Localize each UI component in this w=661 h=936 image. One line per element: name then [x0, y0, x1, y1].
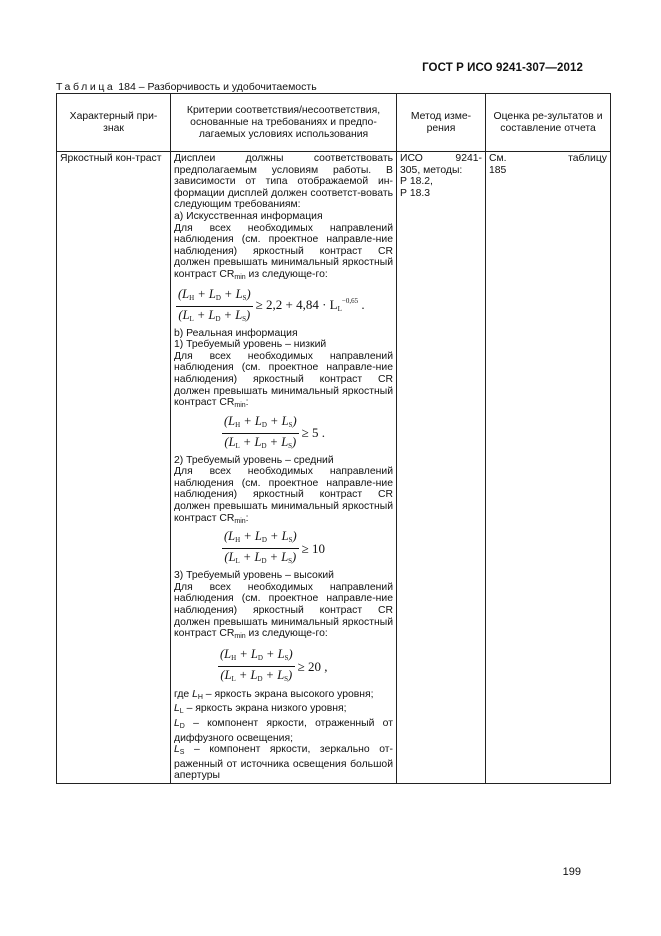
- section-b3-title: 3) Требуемый уровень – высокий: [174, 570, 334, 582]
- section-a-text: Для всех необходимых направлений наблюдения (см. проектное направле-ние наблюдения) яркостный контраст CR должен превышать минимальный яркостный контраст CRmin из следующе-го:: [174, 222, 393, 281]
- section-b1-text: Для всех необходимых направлений наблюдения (см. проектное направле-ние наблюдения) яркостный контраст CR должен превышать минимальный яркостный контраст CRmin:: [174, 350, 393, 410]
- header-method: Метод изме-рения: [397, 94, 486, 152]
- where-ld: LD – компонент яркости, отраженный от диффузного освещения;: [174, 718, 393, 744]
- where-ll: LL – яркость экрана низкого уровня;: [174, 703, 347, 716]
- table-header-row: [57, 94, 611, 152]
- cell-method: ИСО 9241- 305, методы: Р 18.2, Р 18.3: [397, 152, 486, 784]
- cell-feature: Яркостный кон-траст: [57, 152, 171, 784]
- formula-b2: $\frac{(L_H + L_D + L_S)}{(L_L + L_D + L_S)}$ ≥ 10: [224, 529, 325, 566]
- page-number: 199: [562, 866, 581, 878]
- header-result: Оценка ре-зультатов и составление отчета: [486, 94, 611, 152]
- header-criteria: Критерии соответствия/несоответствия, основанные на требованиях и предпо-лагаемых условиях использования: [171, 94, 397, 152]
- where-lh: где LH – яркость экрана высокого уровня;: [174, 688, 374, 701]
- legibility-table: [56, 93, 611, 784]
- cell-result: См. таблицу 185: [486, 152, 611, 784]
- section-b2-text: Для всех необходимых направлений наблюдения (см. проектное направле-ние наблюдения) яркостный контраст CR должен превышать минимальный яркостный контраст CRmin:: [174, 466, 393, 525]
- header-feature: Характерный при-знак: [57, 94, 171, 152]
- section-b2-title: 2) Требуемый уровень – средний: [174, 454, 334, 466]
- table-caption: Таблица 184 – Разборчивость и удобочитаемость: [56, 81, 317, 93]
- section-a-title: а) Искусственная информация: [174, 210, 323, 222]
- table-row: [57, 152, 611, 784]
- section-b3-text: Для всех необходимых направлений наблюдения (см. проектное направле-ние наблюдения) яркостный контраст CR должен превышать минимальный яркостный контраст CRmin из следующе-го:: [174, 581, 393, 641]
- formula-b3: $\frac{(L_H + L_D + L_S)}{(L_L + L_D + L_S)}$ ≥ 20 ,: [220, 646, 328, 683]
- section-b1-title: 1) Требуемый уровень – низкий: [174, 339, 327, 351]
- formula-a: $\frac{(L_H + L_D + L_S)}{(L_L + L_D + L_S)}$ ≥ $2,2 + 4,84 \cdot L_L^{-0,65}$ .: [178, 286, 365, 323]
- section-b-title: b) Реальная информация: [174, 327, 298, 339]
- criteria-intro: Дисплеи должны соответствовать предполагаемым условиям работы. В зависимости от типа отображаемой ин-формации дисплей должен соответст-вовать следующим требованиям:: [174, 153, 393, 211]
- where-ls: LS – компонент яркости, зеркально от-раженный от источника освещения большой апертуры: [174, 744, 393, 782]
- cell-criteria: [171, 152, 397, 784]
- formula-b1: $\frac{(L_H + L_D + L_S)}{(L_L + L_D + L_S)}$ ≥ 5 .: [224, 413, 325, 450]
- document-code: ГОСТ Р ИСО 9241-307—2012: [422, 62, 583, 74]
